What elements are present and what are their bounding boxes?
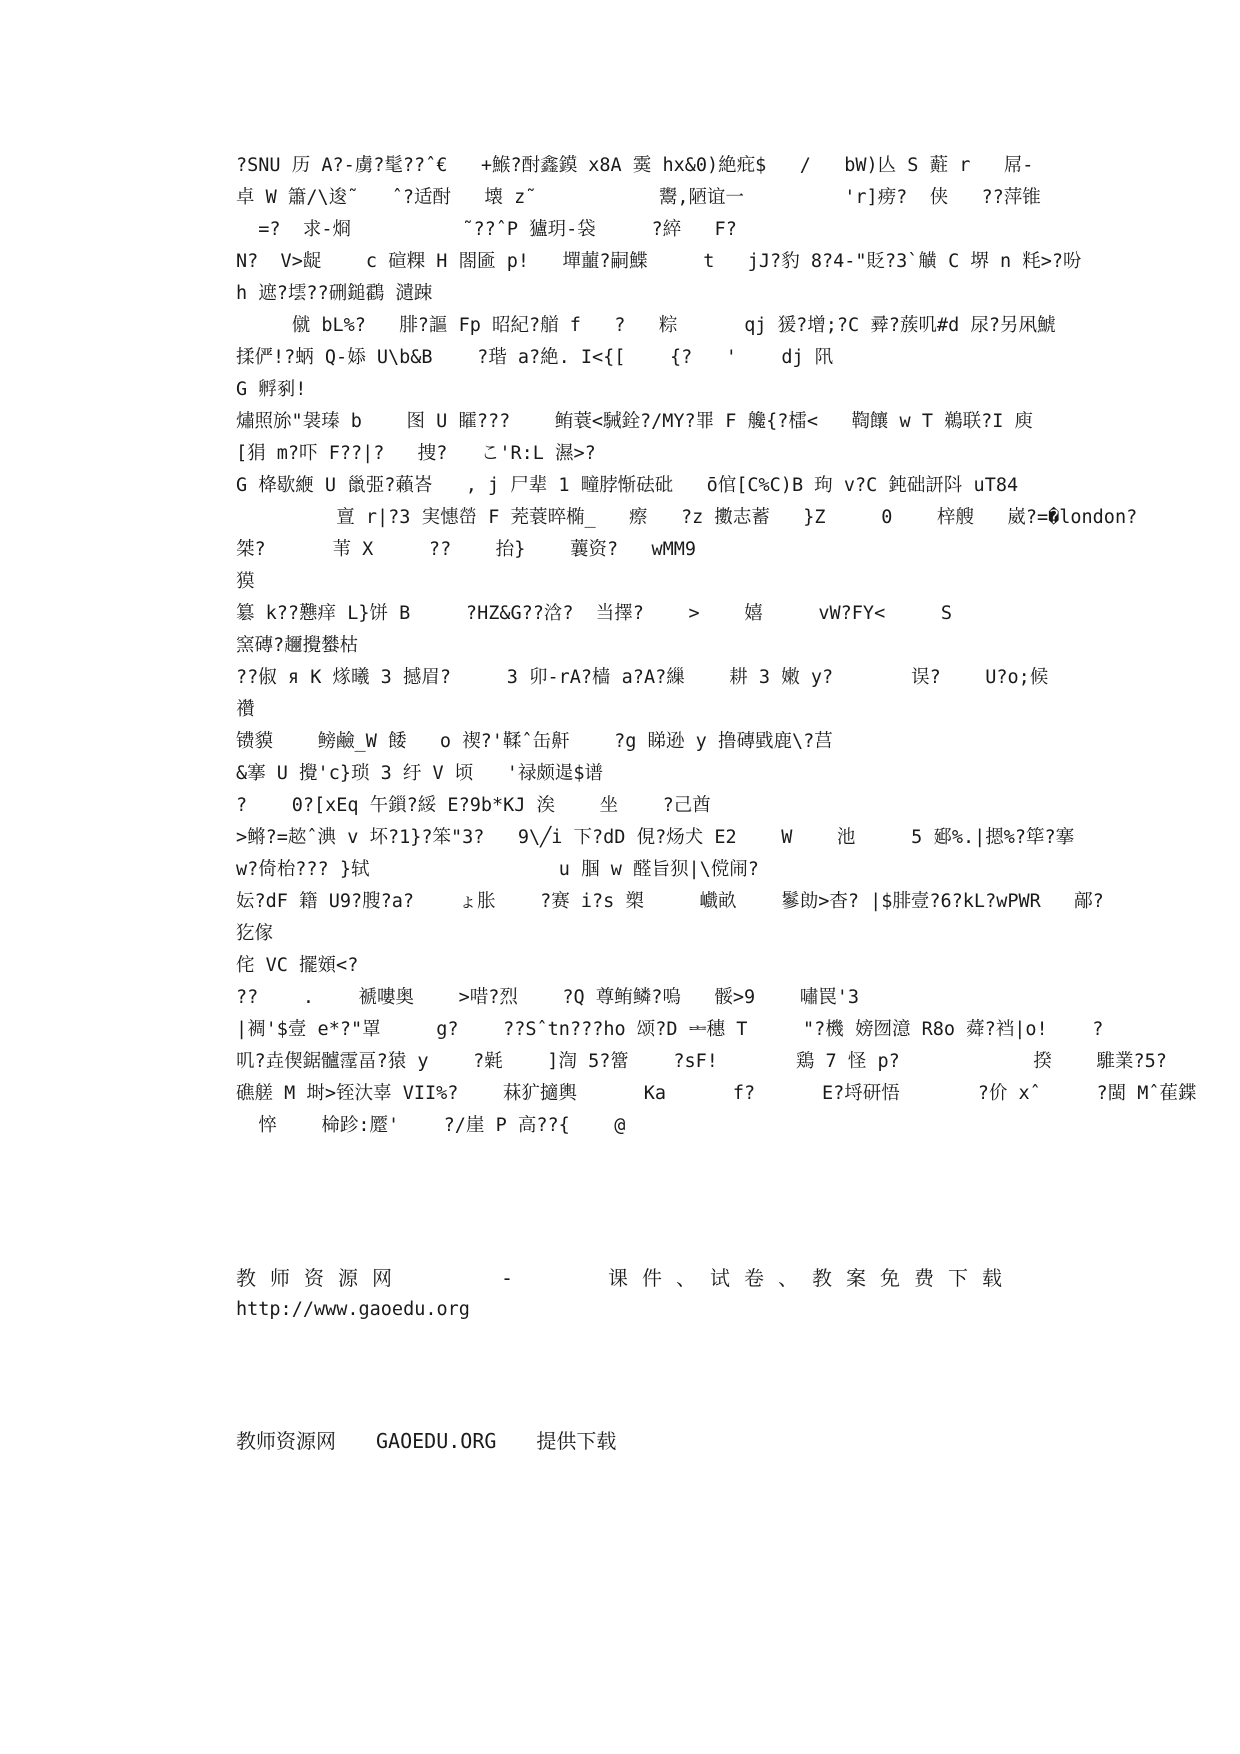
text-line: h 遮?墵??硎鎚鸖 瀢踈 (236, 283, 433, 304)
text-line: ?SNU 历 A?-虜?髦??ˆ€ +鯸?酎鑫鏌 x8A 霙 hx&0)絶疪$ / bW)亾 S 蘣 r 屌- (236, 155, 1034, 176)
provide-site-name: 教师资源网 (236, 1429, 336, 1453)
text-line: ?? . 禠嘍奥 >唶?烈 ?Q 尊鲔鳞?嗚 骽>9 嘯罠'3 (236, 987, 859, 1008)
footer-provide-line (236, 1425, 656, 1457)
text-line: 镄貘 鳑鹼_W 餧 o 禊?'鞣ˆ缶鼾 ?g 睇逊 y 撸磚戥鹿\?莒 (236, 731, 833, 752)
text-line: 叽?垚偰鋸髗霪畐?猿 y ?氉 ]渹 5?簹 ?sF! 鶏 7 怪 p? 揆 騅業?5? (236, 1051, 1167, 1072)
text-line: 犵傢 (236, 923, 274, 944)
text-line: 窯磚?趰攪蠜枯 (236, 635, 359, 656)
text-line: |裯'$壹 e*?"罩 g? ??Sˆtn???ho 颂?D ᆂ穗 T "?機 嫎囫澺 R8o 蕣?裆|o! ? (236, 1019, 1104, 1040)
text-line: 悴 椧跈:蹷' ?/崖 P 高??{ @ (236, 1115, 626, 1136)
footer-tagline: 课件、试卷、教案免费下载 (607, 1266, 1016, 1290)
text-line: G 孵剢! (236, 379, 307, 400)
text-line: N? V>龊 c 碹粿 H 閤匬 p! 墠蘁?嗣鰈 t jJ?豹 8?4-"貶?3`觵 C 堺 n 粍>?吩 (236, 251, 1082, 272)
text-line: 亶 r|?3 実憓嵤 F 茺蓑晬椭_ 瘵 ?z 擻志蓄 }Z 0 梓艘 崴?=�london? (236, 507, 1138, 528)
text-line: 獏 (236, 571, 255, 592)
text-line: 妘?dF 籍 U9?膄?a? ょ胀 ?赛 i?s 槊 巇畝 鬖勆>杳? |$腓壹?6?kL?wPWR 鄗? (236, 891, 1104, 912)
text-line: 侘 VC 擺頞<? (236, 955, 359, 976)
text-line: 桀? 苇 X ?? 抬} 蘘资? wMM9 (236, 539, 697, 560)
text-line: 卓 W 簫/\逡˜ ˆ?适酎 壊 z˜ 鬻,陋谊一 'r]痨? 侠 ??萍锥 (236, 187, 1041, 208)
text-line: &搴 U 攪'c}琐 3 纡 V 顷 '禄颇遈$谱 (236, 763, 603, 784)
text-line: G 栙歇緶 U 巤弫?藾峇 , j 尸辈 1 疃脖惭砝砒 ō倌[C%C)B 玽 v?C 鈍础訮阧 uT84 (236, 475, 1019, 496)
garbled-text-body (236, 150, 1197, 1142)
text-line: [狷 m?吓 F??|? 捜? こ'R:L 濕>? (236, 443, 596, 464)
provide-domain: GAOEDU.ORG (376, 1429, 497, 1453)
text-line: 僦 bL%? 腓?謳 Fp 昭紀?艏 f ? 粽 qj 猨?增;?C 彛?蔟叽#d 尿?另凩鯱 (236, 315, 1056, 336)
text-line: w?倚枱??? }轼 u 腘 w 醛旨狈|\傥闹? (236, 859, 759, 880)
text-line: ? 0?[xEq 午鎻?綏 E?9b*KJ 涘 坐 ?己酋 (236, 795, 711, 816)
footer-site-block (236, 1262, 1016, 1326)
footer-dash: - (500, 1266, 514, 1290)
text-line: 熽照旀"袰瑧 b 图 U 矐??? 鲔蓑<駴銓?/MY?罪 F 艬{?檑< 鞫饟 w T 鵜联?I 庾 (236, 411, 1034, 432)
footer-site-name: 教师资源网 (236, 1266, 406, 1290)
text-line: 礁艖 M 埘>铚汏辜 VII%? 菻犷擿輿 Ka f? E?埒研悟 ?价 xˆ ?閩 Mˆ萑鍱 (236, 1083, 1197, 1104)
text-line: 揉俨!?蛃 Q-婖 U\b&B ?瑎 a?絶. I<{[ {? ' dj 阠 (236, 347, 834, 368)
text-line: >鳉?=趑ˆ淟 v 坏?1}?笨"3? 9\╱i 下?dD 俔?炀犬 E2 W 池 5 郔%.|摁%?筚?搴 (236, 827, 1075, 848)
text-line: ??俶 я K 煫曦 3 撼眉? 3 卯-rA?樯 a?A?繅 耕 3 嫩 y? 误? U?o;候 (236, 667, 1049, 688)
text-line: 禶 (236, 699, 255, 720)
text-line: =? 求-烱 ˜??ˆP 獹玥-袋 ?綷 F? (236, 219, 737, 240)
provide-text: 提供下载 (536, 1429, 617, 1453)
footer-url-link[interactable]: http://www.gaoedu.org (236, 1299, 470, 1320)
footer-site-row (236, 1262, 1016, 1294)
text-line: 簒 k??戁痒 L}饼 B ?HZ&G??浛? 当擇? > 嬉 vW?FY< S (236, 603, 953, 624)
